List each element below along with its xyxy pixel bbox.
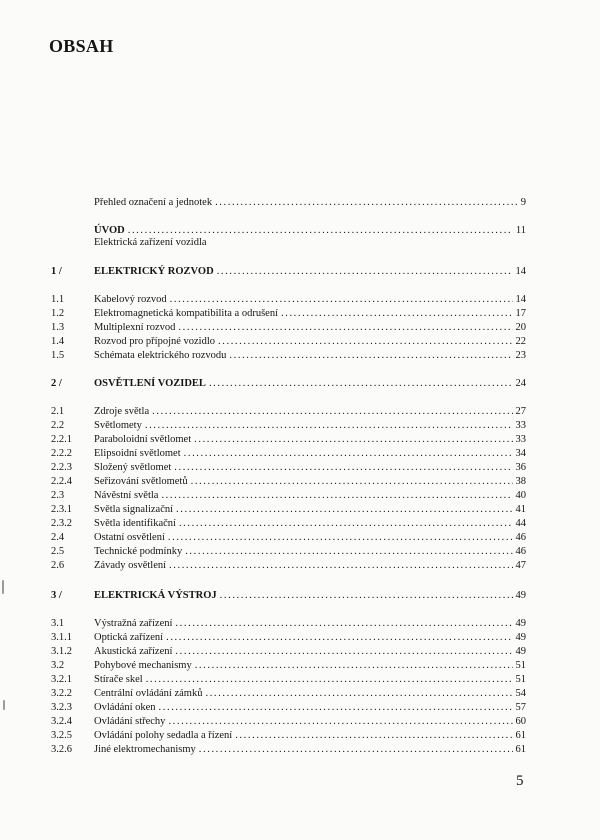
toc-entry-page: 14 [515,294,526,305]
toc-entry-title: Rozvod pro přípojné vozidlo [94,336,216,347]
toc-entry-title: Ostatní osvětlení [94,532,165,543]
dot-leader [229,349,512,363]
toc-entry-page: 49 [515,590,526,601]
toc-entry-line [94,659,526,673]
toc-entry-number: 3.1.1 [51,632,72,643]
toc-entry-page: 61 [515,744,526,755]
dot-leader [215,196,518,210]
toc-entry-number: 2.3 [51,490,65,501]
toc-entry [0,321,600,335]
toc-entry-page: 20 [515,322,526,333]
toc-entry [0,349,600,363]
toc-entry-line [94,645,526,659]
toc-entry-page: 11 [515,225,526,236]
toc-entry-line [94,433,526,447]
toc-entry-line [94,461,526,475]
dot-leader [176,503,512,517]
toc-entry-number: 2.6 [51,560,65,571]
toc-entry-title: Jiné elektromechanismy [94,744,196,755]
toc-entry [0,489,600,503]
toc-entry [0,531,600,545]
toc-entry-line [94,589,526,603]
toc-entry [0,475,600,489]
toc-entry-title: Ovládání oken [94,702,156,713]
toc-entry-page: 41 [515,504,526,515]
dot-leader [209,377,513,391]
toc-entry-line [94,531,526,545]
toc-entry [0,405,600,419]
toc-entry-title: ELEKTRICKÁ VÝSTROJ [94,590,217,601]
toc-entry-number: 3 / [51,590,62,601]
toc-entry-page: 24 [515,378,526,389]
toc-entry-page: 36 [515,462,526,473]
toc-entry-page: 33 [515,434,526,445]
toc-entry-line [94,743,526,757]
toc-entry-page: 17 [515,308,526,319]
toc-entry-title: Světlomety [94,420,142,431]
toc-entry-title: Zdroje světla [94,406,150,417]
toc-entry [0,545,600,559]
toc-entry-line [94,545,526,559]
toc-entry [0,631,600,645]
toc-entry-line [94,715,526,729]
toc-entry-number: 3.1 [51,618,65,629]
dot-leader [166,631,512,645]
toc-entry-title: Výstražná zařízení [94,618,173,629]
toc-entry-line [94,196,526,210]
toc-entry-number: 3.2.3 [51,702,72,713]
toc-entry-title: Ovládání polohy sedadla a řízení [94,730,233,741]
dot-leader [185,545,512,559]
dot-leader [174,461,512,475]
toc-entry-number: 1 / [51,266,62,277]
toc-entry [0,617,600,631]
dot-leader [235,729,512,743]
toc-entry-number: 3.2 [51,660,65,671]
dot-leader [169,559,512,573]
toc-entry-page: 51 [515,674,526,685]
toc-entry-title: Složený světlomet [94,462,172,473]
scan-mark [3,700,5,710]
toc-entry [0,433,600,447]
toc-entry-line [94,701,526,715]
dot-leader [191,475,513,489]
toc-entry-line [94,729,526,743]
toc-entry [0,559,600,573]
toc-entry-number: 3.2.1 [51,674,72,685]
toc-entry-number: 2.2 [51,420,65,431]
dot-leader [145,419,513,433]
toc-entry-page: 44 [515,518,526,529]
toc-entry-title: Návěstní světla [94,490,159,501]
toc-entry-page: 46 [515,546,526,557]
toc-entry-page: 22 [515,336,526,347]
toc-entry-page: 9 [520,197,526,208]
toc-entry-title: Schémata elektrického rozvodu [94,350,227,361]
toc-entry-line [94,617,526,631]
intro-subtitle: Elektrická zařízení vozidla [94,237,207,248]
toc-entry-line [94,321,526,335]
toc-entry-title: OSVĚTLENÍ VOZIDEL [94,378,206,389]
scan-mark [2,580,4,594]
toc-entry-title: Technické podmínky [94,546,183,557]
toc-entry [0,701,600,715]
toc-entry-number: 2.3.1 [51,504,72,515]
toc-entry-page: 47 [515,560,526,571]
toc-entry [0,196,600,210]
toc-entry-title: ÚVOD [94,225,125,236]
dot-leader [184,447,513,461]
toc-entry [0,659,600,673]
toc-entry-number: 2.4 [51,532,65,543]
toc-entry-title: Ovládání střechy [94,716,166,727]
toc-entry-number: 1.4 [51,336,65,347]
toc-entry-number: 2.1 [51,406,65,417]
toc-entry-page: 57 [515,702,526,713]
toc-entry-line [94,489,526,503]
toc-entry-number: 3.1.2 [51,646,72,657]
toc-entry-title: Závady osvětlení [94,560,167,571]
toc-entry-page: 34 [515,448,526,459]
page-heading: OBSAH [49,36,114,56]
dot-leader [161,489,512,503]
toc-entry-number: 2.5 [51,546,65,557]
toc-entry-number: 1.3 [51,322,65,333]
toc-entry-title: Seřizování světlometů [94,476,188,487]
dot-leader [175,617,512,631]
toc-entry-page: 33 [515,420,526,431]
toc-entry-line [94,673,526,687]
toc-entry-number: 2 / [51,378,62,389]
toc-entry-line [94,503,526,517]
toc-entry [0,307,600,321]
toc-entry-title: Akustická zařízení [94,646,173,657]
toc-entry-page: 40 [515,490,526,501]
toc-entry [0,461,600,475]
toc-entry-line [94,405,526,419]
dot-leader [218,335,512,349]
dot-leader [159,701,513,715]
toc-entry-line [94,265,526,279]
toc-entry-line [94,517,526,531]
toc-entry-number: 2.2.1 [51,434,72,445]
toc-entry-line [94,447,526,461]
dot-leader [152,405,512,419]
toc-entry-page: 14 [515,266,526,277]
toc-entry-title: Pohybové mechanismy [94,660,192,671]
toc-entry-number: 1.1 [51,294,65,305]
toc-entry-page: 23 [515,350,526,361]
toc-entry-line [94,377,526,391]
toc-entry-title: Paraboloidní světlomet [94,434,192,445]
toc-chapter-entry [0,589,600,603]
toc-entry-page: 54 [515,688,526,699]
dot-leader [217,265,513,279]
toc-entry-line [94,475,526,489]
toc-entry [0,673,600,687]
toc-entry [0,743,600,757]
toc-entry-page: 51 [515,660,526,671]
dot-leader [168,715,512,729]
toc-entry-title: Centrální ovládání zámků [94,688,203,699]
dot-leader [175,645,512,659]
dot-leader [170,293,513,307]
toc-entry-title: ELEKTRICKÝ ROZVOD [94,266,214,277]
toc-entry-page: 38 [515,476,526,487]
dot-leader [281,307,513,321]
dot-leader [205,687,512,701]
page-number: 5 [516,773,524,789]
dot-leader [178,321,512,335]
toc-entry-number: 2.2.2 [51,448,72,459]
toc-entry-line [94,687,526,701]
toc-entry-title: Stírače skel [94,674,143,685]
toc-entry [0,517,600,531]
toc-entry-title: Multiplexní rozvod [94,322,176,333]
toc-entry [0,447,600,461]
toc-entry-number: 2.2.4 [51,476,72,487]
toc-entry-line [94,631,526,645]
toc-entry [0,335,600,349]
toc-chapter-entry [0,265,600,279]
dot-leader [195,659,513,673]
toc-entry-number: 3.2.2 [51,688,72,699]
toc-entry-title: Elektromagnetická kompatibilita a odrušení [94,308,278,319]
toc-entry-line [94,419,526,433]
toc-chapter-entry [0,377,600,391]
toc-entry [0,419,600,433]
toc-entry-line [94,335,526,349]
toc-entry-title: Přehled označení a jednotek [94,197,213,208]
toc-entry-number: 1.2 [51,308,65,319]
toc-entry-number: 2.3.2 [51,518,72,529]
toc-entry-page: 27 [515,406,526,417]
toc-entry-page: 49 [515,646,526,657]
toc-entry [0,293,600,307]
toc-entry-page: 49 [515,618,526,629]
toc-entry-page: 61 [515,730,526,741]
dot-leader [168,531,513,545]
toc-entry-page: 46 [515,532,526,543]
toc-entry-title: Elipsoidní světlomet [94,448,181,459]
toc-entry-number: 3.2.6 [51,744,72,755]
dot-leader [199,743,513,757]
toc-entry [0,645,600,659]
toc-chapter-entry [0,224,600,238]
toc-entry-page: 49 [515,632,526,643]
dot-leader [220,589,513,603]
toc-entry [0,503,600,517]
toc-entry-line [94,293,526,307]
toc-entry [0,715,600,729]
toc-entry-page: 60 [515,716,526,727]
dot-leader [179,517,513,531]
toc-entry-title: Optická zařízení [94,632,164,643]
dot-leader [194,433,512,447]
toc-entry-number: 2.2.3 [51,462,72,473]
toc-entry-number: 3.2.4 [51,716,72,727]
toc-entry-number: 1.5 [51,350,65,361]
toc-entry-line [94,349,526,363]
toc-entry [0,687,600,701]
toc-entry-title: Kabelový rozvod [94,294,167,305]
toc-entry-line [94,307,526,321]
toc-entry-title: Světla signalizační [94,504,174,515]
toc-entry-title: Světla identifikační [94,518,176,529]
toc-entry-line [94,559,526,573]
toc-entry [0,729,600,743]
toc-entry-number: 3.2.5 [51,730,72,741]
dot-leader [146,673,513,687]
